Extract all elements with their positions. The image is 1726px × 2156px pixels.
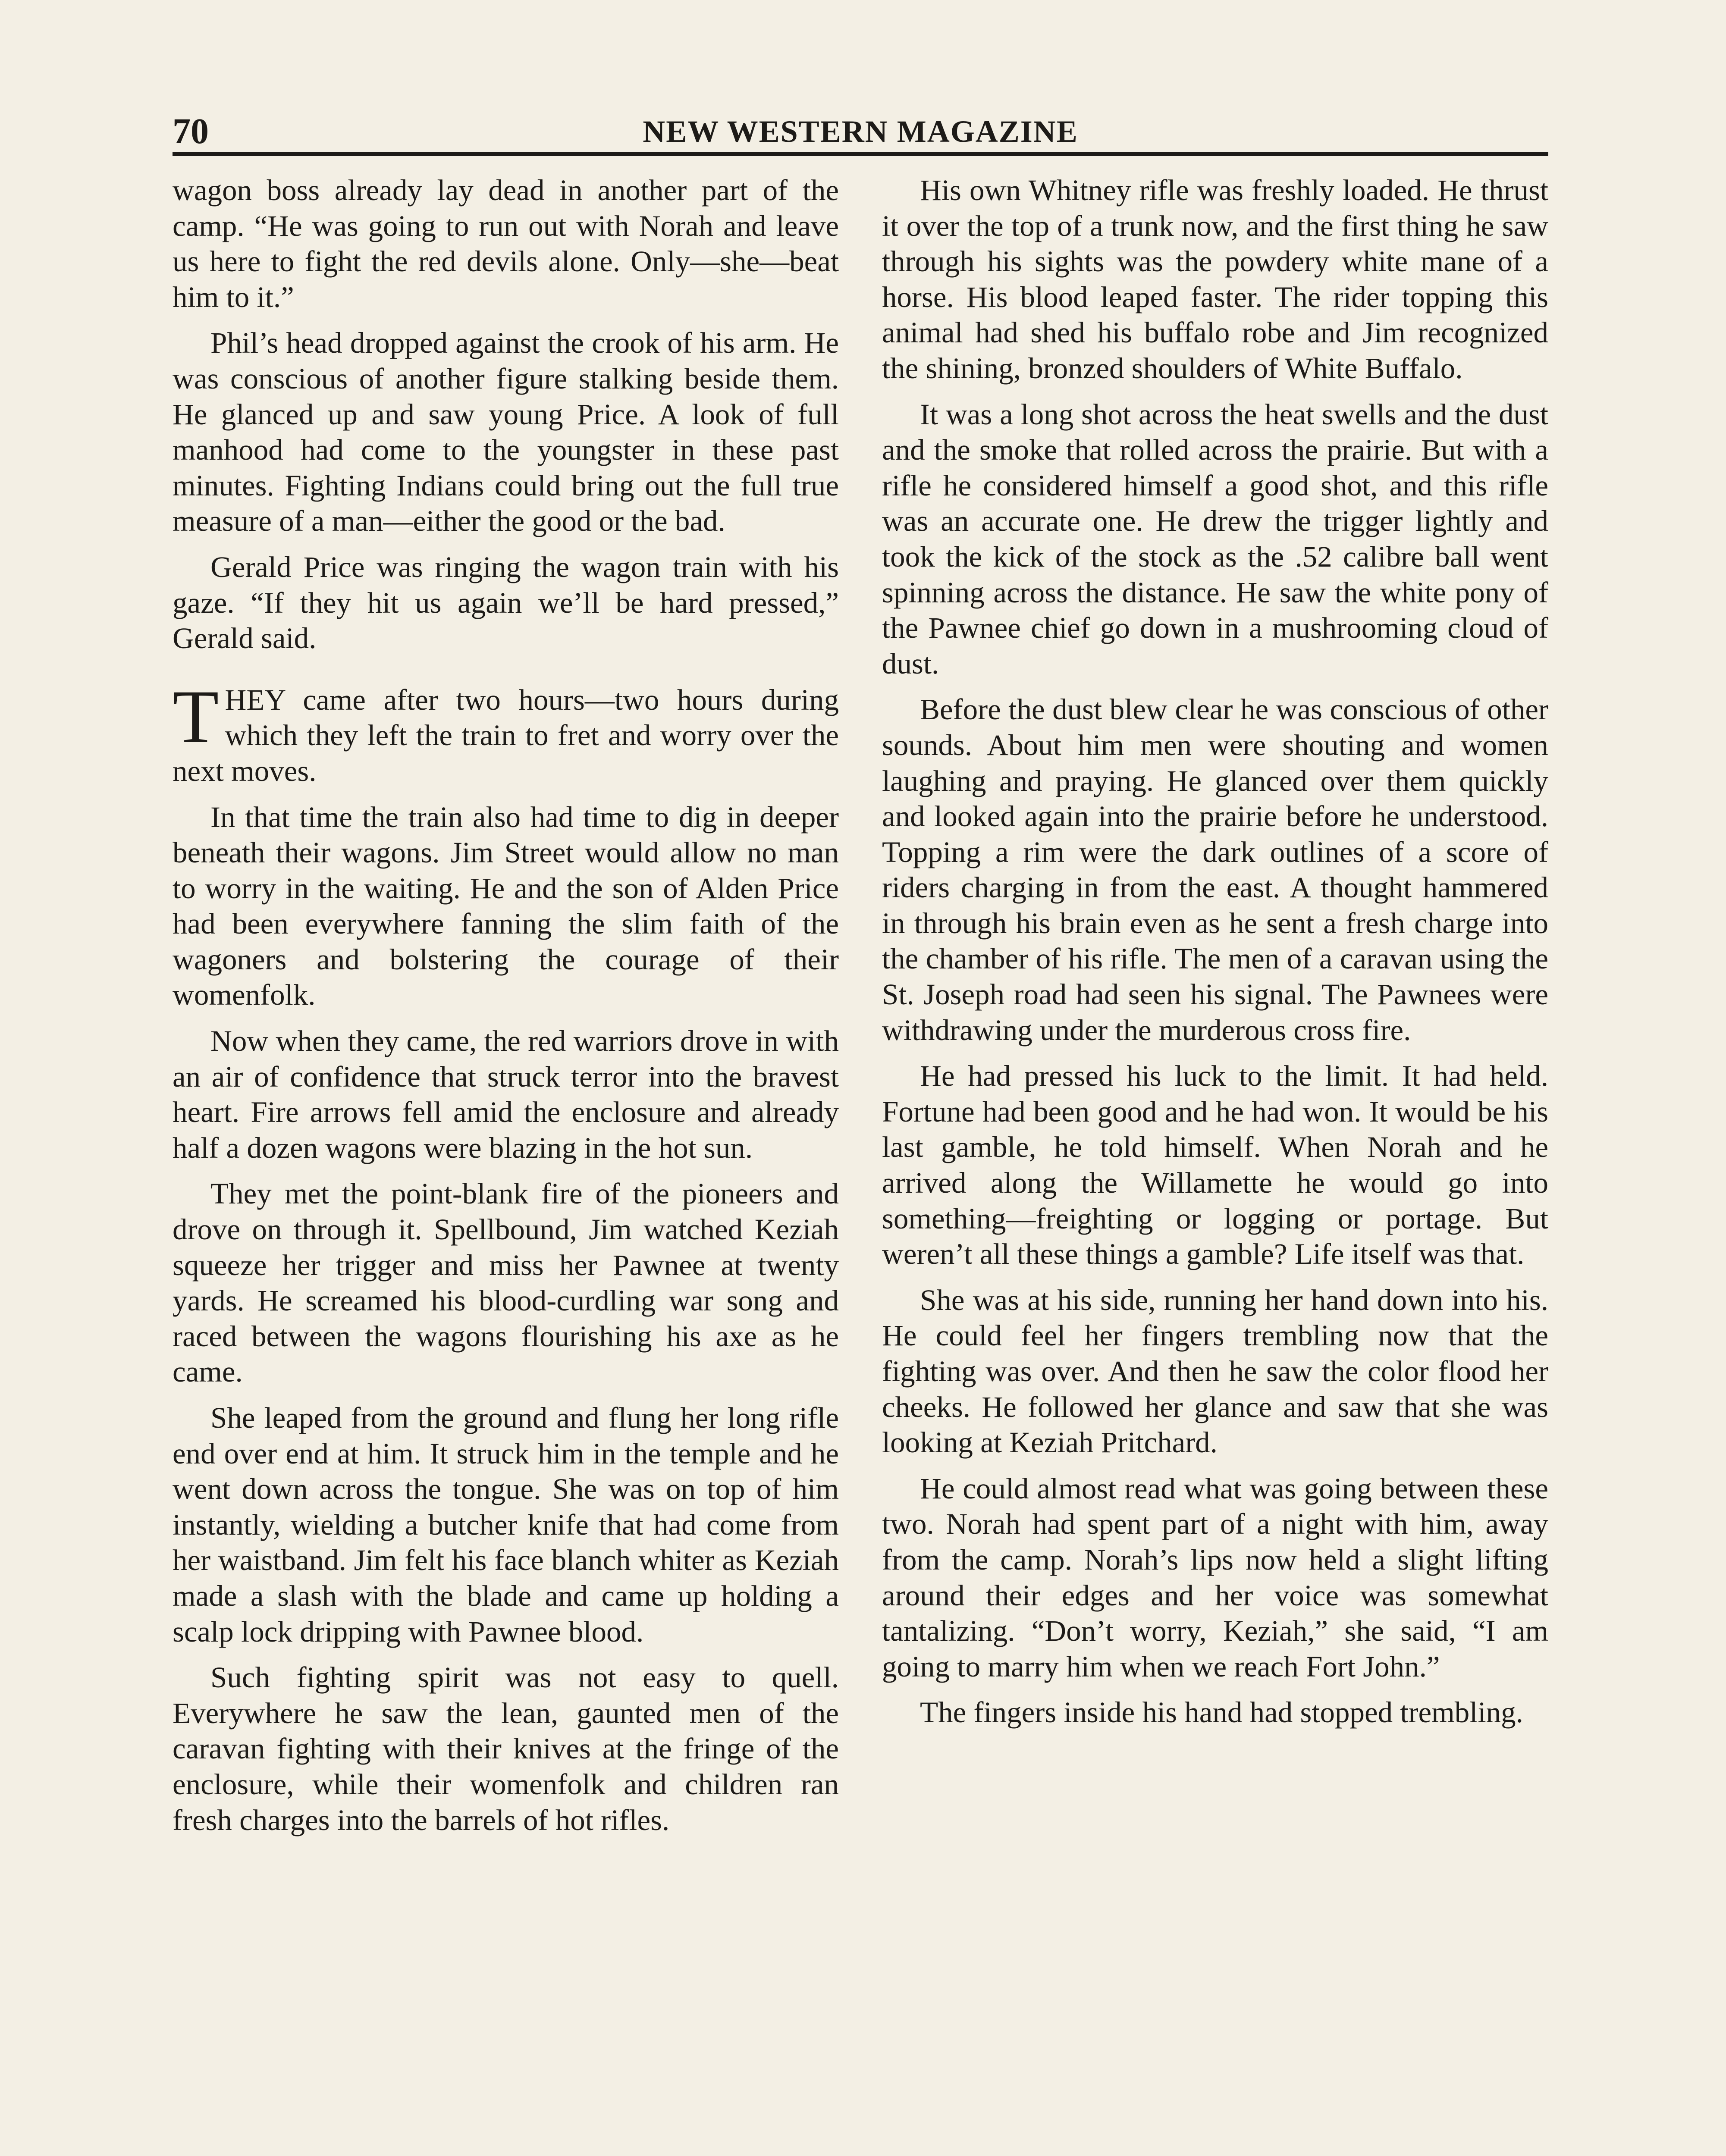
paragraph: They met the point-blank fire of the pioneers and drove on through it. Spellbound, Jim watched Keziah squeeze her trigger and miss her Pawnee at twenty yards. He screamed his blood-curdling war song and raced between the wagons flourishing his axe as he came.: [173, 1177, 839, 1388]
paragraph: She leaped from the ground and flung her long rifle end over end at him. It struck him in the temple and he went down across the tongue. She was on top of him instantly, wielding a butcher knife that had come from her waistband. Jim felt his face blanch whiter as Keziah made a slash with the blade and came up holding a scalp lock dripping with Pawnee blood.: [173, 1401, 839, 1648]
paragraph: Now when they came, the red warriors drove in with an air of confidence that struck terror into the bravest heart. Fire arrows fell amid the enclosure and already half a dozen wagons were blazing in the hot sun.: [173, 1025, 839, 1164]
paragraph: The fingers inside his hand had stopped trembling.: [920, 1696, 1523, 1729]
page-header: [173, 108, 1548, 155]
paragraph: In that time the train also had time to dig in deeper beneath their wagons. Jim Street would allow no man to worry in the waiting. He and the son of Alden Price had been everywhere fanning the slim faith of the wagoners and bolstering the courage of their womenfolk.: [173, 800, 839, 1012]
paragraph: Before the dust blew clear he was conscious of other sounds. About him men were shouting and women laughing and praying. He glanced over them quickly and looked again into the prairie before he understood. Topping a rim were the dark outlines of a score of riders charging in from the east. A thought hammered in through his brain even as he sent a fresh charge into the chamber of his rifle. The men of a caravan using the St. Joseph road had seen his signal. The Pawnees were withdrawing under the murderous cross fire.: [882, 693, 1548, 1047]
paragraph: Such fighting spirit was not easy to quell. Everywhere he saw the lean, gaunted men of the caravan fighting with their knives at the fringe of the enclosure, while their womenfolk and children ran fresh charges into the barrels of hot rifles.: [173, 1661, 839, 1836]
paragraph-text: HEY came after two hours—two hours during which they left the train to fret and worry over the next moves.: [173, 683, 839, 787]
drop-cap: T: [173, 674, 219, 759]
paragraph: His own Whitney rifle was freshly loaded. He thrust it over the top of a trunk now, and the first thing he saw through his sights was the powdery white mane of a horse. His blood leaped faster. The rider topping this animal had shed his buffalo robe and Jim recognized the shining, bronzed shoulders of White Buffalo.: [882, 174, 1548, 385]
right-column: [882, 172, 1548, 2156]
paragraph: Phil’s head dropped against the crook of his arm. He was conscious of another figure stalking beside them. He glanced up and saw young Price. A look of full manhood had come to the youngster in these past minutes. Fighting Indians could bring out the full true measure of a man—either the good or the bad.: [173, 326, 839, 538]
section-opening-paragraph: [173, 674, 839, 789]
header-rule: [173, 152, 1548, 156]
left-column: [173, 172, 839, 2156]
paragraph: He could almost read what was going between these two. Norah had spent part of a night with him, away from the camp. Norah’s lips now held a slight lifting around their edges and her voice was somewhat tantalizing. “Don’t worry, Keziah,” she said, “I am going to marry him when we reach Fort John.”: [882, 1472, 1548, 1683]
paragraph: It was a long shot across the heat swells and the dust and the smoke that rolled across the prairie. But with a rifle he considered himself a good shot, and this rifle was an accurate one. He drew the trigger lightly and took the kick of the stock as the .52 calibre ball went spinning across the distance. He saw the white pony of the Pawnee chief go down in a mushrooming cloud of dust.: [882, 398, 1548, 680]
magazine-title: NEW WESTERN MAGAZINE: [643, 114, 1078, 149]
paragraph: He had pressed his luck to the limit. It had held. Fortune had been good and he had won. It would be his last gamble, he told himself. When Norah and he arrived along the Willamette he would go into something—freighting or logging or portage. But weren’t all these things a gamble? Life itself was that.: [882, 1059, 1548, 1271]
paragraph: wagon boss already lay dead in another part of the camp. “He was going to run out with Norah and leave us here to fight the red devils alone. Only—she—beat him to it.”: [173, 174, 839, 313]
paragraph: Gerald Price was ringing the wagon train with his gaze. “If they hit us again we’ll be hard pressed,” Gerald said.: [173, 550, 839, 655]
paragraph: She was at his side, running her hand down into his. He could feel her fingers trembling now that the fighting was over. And then he saw the color flood her cheeks. He followed her glance and saw that she was looking at Keziah Pritchard.: [882, 1283, 1548, 1459]
page-number: 70: [173, 111, 209, 151]
